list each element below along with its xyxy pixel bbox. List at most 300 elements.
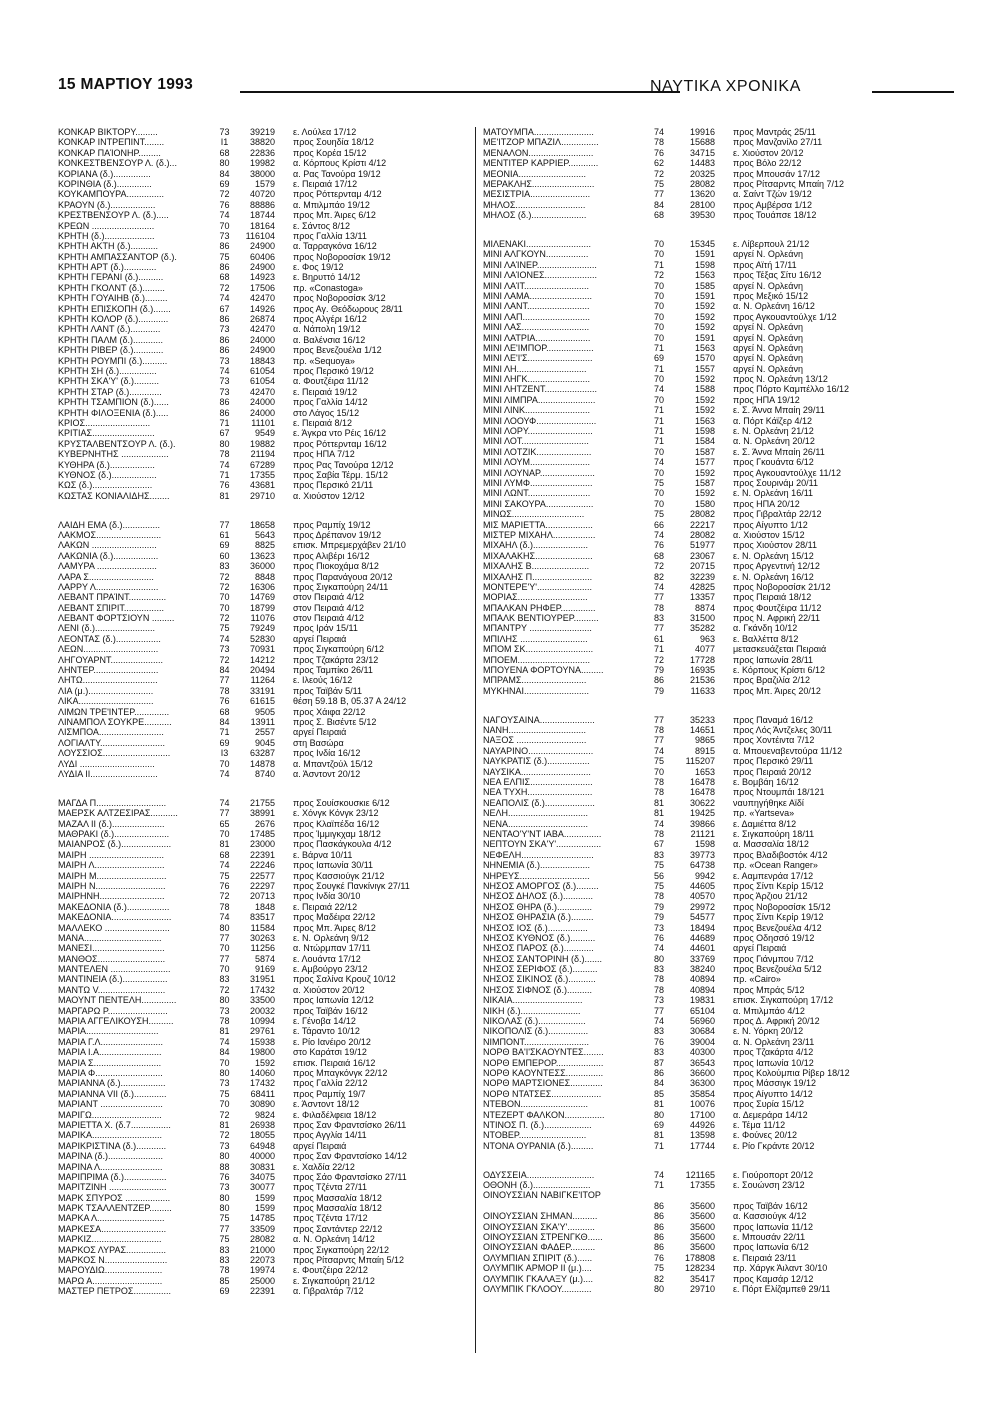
ship-name: ΜΑΡΙΕΤΤΑ Χ. (δ.7................ bbox=[58, 1119, 171, 1130]
position-note: προς Βενεζουέλα 1/12 bbox=[293, 345, 382, 356]
position-note: προς Μπ. Άιρες 6/12 bbox=[293, 210, 376, 221]
position-note: προς Ιαπωνία 12/12 bbox=[293, 995, 374, 1006]
tonnage: 16478 bbox=[689, 787, 715, 798]
position-note: προς Ρόττερνταμ 16/12 bbox=[293, 438, 387, 449]
position-note: ε. Γένοβα 14/12 bbox=[293, 1016, 356, 1027]
tonnage: 8825 bbox=[254, 540, 275, 551]
ship-name: ΛΕΩΝ.............................. bbox=[58, 644, 159, 655]
ship-row bbox=[483, 850, 913, 860]
position-note: α. Μπιλμπάο 4/12 bbox=[733, 1005, 805, 1016]
ship-name: ΝΑΓΟΥΣΑΙΝΑ...................... bbox=[483, 714, 595, 725]
ship-name: ΜΑΝΤΩ V........................... bbox=[58, 984, 166, 995]
ship-name: ΚΡΗΤΗ ΛΑΝΤ (δ.)............ bbox=[58, 324, 161, 335]
tonnage: 22217 bbox=[689, 519, 715, 530]
ship-row bbox=[58, 345, 473, 355]
ship-name: ΜΕ'ΙΤΖΟΡ ΜΠΑΖΙΛ............... bbox=[483, 137, 599, 148]
column-divider bbox=[475, 127, 476, 1353]
tonnage: 38991 bbox=[249, 808, 275, 819]
ship-name: ΛΑΚΩΝΙΑ (δ.).................. bbox=[58, 550, 159, 561]
position-note: αργεί Ν. Ορλεάνη bbox=[733, 249, 804, 260]
ship-name: ΜΑΙΑΝΡΟΣ (δ.).................... bbox=[58, 839, 172, 850]
ship-row bbox=[483, 1232, 913, 1242]
tonnage: 24900 bbox=[249, 262, 275, 273]
ship-name: ΜΙΝΙ ΛΑΠ........................... bbox=[483, 311, 591, 322]
position-note: προς Ταϊβάν 5/11 bbox=[293, 685, 362, 696]
ship-row bbox=[483, 488, 913, 498]
ship-name: ΟΛΥΜΠΙΚ ΓΚΑΛΑΞΥ (μ.).... bbox=[483, 1273, 594, 1284]
ship-name: ΜΙΝΙ ΛΟΤ........................... bbox=[483, 436, 589, 447]
tonnage: 24000 bbox=[249, 407, 275, 418]
ship-row bbox=[58, 540, 473, 550]
tonnage: 22246 bbox=[249, 860, 275, 871]
tonnage: 51977 bbox=[689, 540, 715, 551]
ship-row bbox=[58, 839, 473, 849]
ship-name: ΜΑΝΘΟΣ........................... bbox=[58, 953, 166, 964]
tonnage: 35854 bbox=[689, 1088, 715, 1099]
build-year: 75 bbox=[653, 509, 664, 520]
build-year: 71 bbox=[653, 426, 664, 437]
position-note: προς Μαδέιρα 22/12 bbox=[293, 912, 376, 923]
tonnage: 29761 bbox=[249, 1026, 275, 1037]
ship-row bbox=[58, 200, 473, 210]
build-year: 77 bbox=[653, 1005, 664, 1016]
tonnage: 24900 bbox=[249, 241, 275, 252]
ship-name: ΜΑΙΡΗ Ν............................ bbox=[58, 880, 166, 891]
ship-name: ΜΙΝΙ ΛΙΝΚ.......................... bbox=[483, 405, 591, 416]
tonnage: 19974 bbox=[249, 1265, 275, 1276]
tonnage: 35282 bbox=[689, 623, 715, 634]
tonnage: 14651 bbox=[689, 725, 715, 736]
ship-row bbox=[483, 1099, 913, 1109]
build-year: 87 bbox=[653, 1057, 664, 1068]
ship-name: ΚΟΝΚΑΡ ΠΑΊΟΝΗΡ......... bbox=[58, 147, 161, 158]
ship-name: ΝΙΚΗ (δ.)........................ bbox=[483, 1005, 581, 1016]
ship-row bbox=[483, 891, 913, 901]
tonnage: 32239 bbox=[689, 571, 715, 582]
position-note: προς Σαν Φραντσίσκο 26/11 bbox=[293, 1119, 407, 1130]
build-year: 71 bbox=[219, 469, 230, 480]
build-year: 76 bbox=[219, 880, 230, 891]
ship-row bbox=[58, 819, 473, 829]
position-note: προς Αμβέρσα 1/12 bbox=[733, 199, 812, 210]
ship-group bbox=[483, 127, 913, 221]
position-note: προς Συρία 15/12 bbox=[733, 1099, 805, 1110]
ship-row bbox=[483, 520, 913, 530]
ship-name: ΜΠΙΛΗΣ ........................... bbox=[483, 633, 588, 644]
tonnage: 13620 bbox=[689, 189, 715, 200]
tonnage: 16306 bbox=[249, 581, 275, 592]
ship-name: ΛΗΝΤΕΡ.......................... bbox=[58, 665, 159, 676]
ship-row bbox=[58, 860, 473, 870]
position-note: προς Άρζιου 21/12 bbox=[733, 891, 808, 902]
ship-name: ΜΥΚΗΝΑΙ.......................... bbox=[483, 685, 590, 696]
build-year: 86 bbox=[219, 334, 230, 345]
position-note: προς Μάσσιγκ 19/12 bbox=[733, 1078, 817, 1089]
position-note: προς Μπαγκόνγκ 22/12 bbox=[293, 1067, 388, 1078]
tonnage: 24000 bbox=[249, 397, 275, 408]
build-year: 73 bbox=[219, 1182, 230, 1193]
position-note: ε. Άγκρα ντο Ρέις 16/12 bbox=[293, 428, 386, 439]
position-note: προς Ιαπωνία 10/12 bbox=[733, 1057, 814, 1068]
position-note: προς Αίγυπτο 14/12 bbox=[733, 1088, 813, 1099]
ship-name: ΝΗΣΟΣ ΙΟΣ (δ.)................ bbox=[483, 922, 588, 933]
tonnage: 19425 bbox=[689, 808, 715, 819]
position-note: προς Αϊτή 17/11 bbox=[733, 259, 797, 270]
position-note: προς Γαλλία 13/11 bbox=[293, 230, 367, 241]
build-year: 70 bbox=[219, 602, 230, 613]
ship-row bbox=[58, 1068, 473, 1078]
build-year: 77 bbox=[653, 735, 664, 746]
ship-row bbox=[483, 333, 913, 343]
build-year: 70 bbox=[219, 220, 230, 231]
ship-row bbox=[483, 808, 913, 818]
tonnage: 36543 bbox=[689, 1057, 715, 1068]
ship-name: ΚΡΗΤΗ ΡΙΒΕΡ (δ.)............ bbox=[58, 345, 164, 356]
build-year: 66 bbox=[653, 519, 664, 530]
ship-row bbox=[58, 995, 473, 1005]
ship-name: ΜΙΝΙ ΑΛΓΚΟΥΝ................. bbox=[483, 249, 589, 260]
build-year: 75 bbox=[653, 880, 664, 891]
position-note: α. Μπιλμπάο 19/12 bbox=[293, 199, 370, 210]
position-note: α. Γιβραλτάρ 7/12 bbox=[293, 1286, 364, 1297]
tonnage: 17485 bbox=[249, 829, 275, 839]
ship-row bbox=[58, 891, 473, 901]
tonnage: 17355 bbox=[249, 469, 275, 480]
position-note: ε. Λούλεα 17/12 bbox=[293, 127, 357, 137]
ship-row bbox=[483, 787, 913, 797]
build-year: 80 bbox=[653, 1283, 664, 1294]
tonnage: 22391 bbox=[249, 1286, 275, 1297]
ship-name: ΝΗΣΟΣ ΠΑΡΟΣ (δ.)............ bbox=[483, 943, 594, 954]
left-column bbox=[58, 127, 473, 1297]
tonnage: 14923 bbox=[249, 272, 275, 283]
tonnage: 21755 bbox=[249, 797, 275, 808]
ship-row bbox=[483, 169, 913, 179]
tonnage: 35600 bbox=[689, 1211, 715, 1222]
tonnage: 24900 bbox=[249, 345, 275, 356]
build-year: 70 bbox=[653, 467, 664, 478]
tonnage: 26874 bbox=[249, 314, 275, 325]
ship-row bbox=[483, 509, 913, 519]
ship-name: ΝΟΡΘ ΕΜΠΕΡΟΡ................... bbox=[483, 1057, 604, 1068]
position-note: προς Τζέντα 17/12 bbox=[293, 1213, 368, 1224]
ship-name: ΚΟΝΚΑΡ ΒΙΚΤΟΡΥ......... bbox=[58, 127, 158, 137]
tonnage: 11584 bbox=[250, 922, 275, 933]
ship-row bbox=[483, 179, 913, 189]
ship-row bbox=[58, 1089, 473, 1099]
tonnage: 22297 bbox=[249, 880, 275, 891]
tonnage: 29710 bbox=[249, 490, 275, 501]
position-note: αργεί Πειραιά bbox=[293, 633, 347, 644]
ship-name: ΚΡΗΤΗ ΑΚΤΗ (δ.)........... bbox=[58, 241, 159, 252]
position-note: αργεί Πειραιά bbox=[733, 943, 787, 954]
ship-row bbox=[58, 356, 473, 366]
tonnage: 42825 bbox=[689, 581, 715, 592]
ship-name: ΜΑΡΟΥΔΙΩ....................... bbox=[58, 1265, 163, 1276]
ship-row bbox=[58, 943, 473, 953]
tonnage: 13911 bbox=[250, 716, 275, 727]
ship-row bbox=[483, 384, 913, 394]
ship-row bbox=[58, 798, 473, 808]
position-note: προς Σουρινάμ 20/11 bbox=[733, 478, 819, 488]
build-year: 75 bbox=[219, 1234, 230, 1245]
position-note: προς Τζακάρτα 23/12 bbox=[293, 654, 379, 665]
build-year: 83 bbox=[653, 849, 664, 860]
ship-name: ΜΑΡΙΑΝΝΑ (δ.).................. bbox=[58, 1078, 166, 1089]
position-note: προς Ιαπωνία 30/11 bbox=[293, 860, 374, 871]
ship-row bbox=[483, 798, 913, 808]
position-note: ε. Βάρνα 10/11 bbox=[293, 849, 353, 860]
ship-name: ΜΑΖΑΛ ΙΙ (δ.)..................... bbox=[58, 818, 165, 829]
tonnage: 36600 bbox=[689, 1067, 715, 1078]
ship-name: ΚΡΙΟΣ.......................... bbox=[58, 417, 151, 428]
ship-name: ΝΗΣΟΣ ΚΥΘΝΟΣ (δ.).......... bbox=[483, 932, 596, 943]
build-year: Ι3 bbox=[220, 748, 229, 759]
ship-row bbox=[483, 1141, 913, 1151]
ship-row bbox=[483, 1263, 913, 1273]
position-note: ε. Πειραιά 8/12 bbox=[293, 417, 353, 428]
ship-name: ΜΑΟΥΝΤ ΠΕΝΤΕΛΗ.............. bbox=[58, 995, 177, 1006]
build-year: 83 bbox=[653, 613, 664, 624]
position-note: επισκ. Πειραιά 16/12 bbox=[293, 1057, 376, 1068]
build-year: 75 bbox=[653, 756, 664, 767]
position-note: προς Ιαπωνία 28/11 bbox=[733, 654, 814, 665]
position-note: πρ. «Ocean Ranger» bbox=[733, 860, 818, 871]
build-year: 81 bbox=[219, 1119, 230, 1130]
tonnage: 30622 bbox=[689, 797, 715, 808]
ship-name: ΜΙΝΙ ΛΗ............................ bbox=[483, 363, 587, 374]
ship-name: ΟΔΥΣΣΕΙΑ........................... bbox=[483, 1169, 595, 1180]
ship-name: ΜΟΝΤΕΡΕ'Υ'...................... bbox=[483, 581, 592, 592]
position-note: προς Πειραιά 18/12 bbox=[733, 592, 812, 603]
tonnage: 1585 bbox=[694, 280, 715, 291]
ship-row bbox=[483, 530, 913, 540]
tonnage: 17432 bbox=[249, 984, 275, 995]
ship-row bbox=[58, 491, 473, 501]
ship-name: ΚΡΗΤΗ ΑΡΤ (δ.)............. bbox=[58, 262, 157, 273]
tonnage: 40570 bbox=[689, 891, 715, 902]
position-note: προς Ταμπίκο 26/11 bbox=[293, 665, 373, 676]
ship-name: ΚΡΗΤΗ ΦΙΛΟΞΕΝΙΑ (δ.)..... bbox=[58, 407, 169, 418]
ship-name: ΚΡΗΤΗ ΤΣΑΜΠΙΟΝ (δ.)...... bbox=[58, 397, 169, 408]
ship-name: ΝΤΕΒΟΝ........................... bbox=[483, 1099, 589, 1110]
ship-name: ΛΙΑ (μ.).......................... bbox=[58, 685, 154, 696]
position-note: προς Νοβοροσίσκ 19/12 bbox=[293, 251, 391, 262]
ship-name: ΚΟΡΙΝΘΙΑ (δ.).............. bbox=[58, 178, 152, 189]
build-year: 77 bbox=[219, 519, 230, 530]
ship-name: ΚΡΗΤΗ ΣΚΑ'Υ' (δ.).......... bbox=[58, 376, 160, 387]
tonnage: 1599 bbox=[254, 1192, 275, 1203]
ship-name: ΜΙΝΙ ΛΑΤΡΙΑ...................... bbox=[483, 332, 591, 343]
build-year: 73 bbox=[219, 230, 230, 241]
build-year: 81 bbox=[653, 1130, 664, 1141]
tonnage: 11101 bbox=[251, 417, 275, 428]
position-note: ε. Λουάντα 17/12 bbox=[293, 953, 361, 964]
build-year: 84 bbox=[219, 665, 230, 676]
build-year: 77 bbox=[219, 1223, 230, 1234]
position-note: προς Ν. Αφρική 22/11 bbox=[733, 613, 820, 624]
ship-row bbox=[58, 1172, 473, 1182]
build-year: 71 bbox=[653, 436, 664, 447]
ship-row bbox=[483, 746, 913, 756]
tonnage: 13598 bbox=[689, 1130, 715, 1141]
ship-name: ΜΑΡΙΑ Φ........................... bbox=[58, 1067, 163, 1078]
build-year: 80 bbox=[219, 158, 230, 169]
ship-name: ΜΙΝΙ ΛΟΤΖΙΚ...................... bbox=[483, 446, 592, 457]
ship-name: ΜΙΧΑΛΑΚΗΣ....................... bbox=[483, 550, 593, 561]
position-note: α. Χιούστον 20/12 bbox=[293, 984, 365, 995]
tonnage: 28100 bbox=[689, 199, 715, 210]
ship-row bbox=[483, 1110, 913, 1120]
build-year: 61 bbox=[219, 529, 230, 540]
tonnage: 30684 bbox=[689, 1026, 715, 1037]
position-note: προς Πειραιά 20/12 bbox=[733, 766, 812, 777]
position-note: α. Ντώρμπαν 17/11 bbox=[293, 943, 371, 954]
ship-row bbox=[483, 572, 913, 582]
ship-name: ΛΕΒΑΝΤ ΠΡΑΊΝΤ............... bbox=[58, 592, 167, 603]
ship-row bbox=[483, 499, 913, 509]
build-year: 75 bbox=[653, 478, 664, 488]
ship-name: ΜΙΝΙ ΛΩΝΤ......................... bbox=[483, 488, 591, 499]
position-note: ε. Άσντοντ 18/12 bbox=[293, 1099, 360, 1110]
build-year: 74 bbox=[219, 210, 230, 221]
position-note: προς Κασσιούγκ 21/12 bbox=[293, 870, 385, 881]
build-year: 78 bbox=[653, 602, 664, 613]
ship-row bbox=[483, 260, 913, 270]
ship-name: ΜΑΚΕΔΟΝΙΑ (δ.)................. bbox=[58, 901, 170, 912]
ship-row bbox=[58, 707, 473, 717]
tonnage: 14926 bbox=[249, 303, 275, 314]
build-year: 74 bbox=[219, 459, 230, 470]
tonnage: 1591 bbox=[694, 290, 715, 301]
position-note: προς Ρόττερνταμ 4/12 bbox=[293, 189, 382, 200]
build-year: 72 bbox=[219, 1130, 230, 1141]
tonnage: 1848 bbox=[254, 901, 275, 912]
build-year: 70 bbox=[219, 943, 230, 954]
ship-name: ΛΑΜΥΡΑ ........................ bbox=[58, 561, 157, 572]
build-year: 78 bbox=[219, 1265, 230, 1276]
tonnage: 67289 bbox=[249, 459, 275, 470]
position-note: προς Ν. Ορλεάνη 13/12 bbox=[733, 374, 828, 385]
build-year: 86 bbox=[653, 675, 664, 686]
ship-row bbox=[483, 1068, 913, 1078]
ship-name: ΟΙΝΟΥΣΣΙΑΝ ΣΚΑ'Υ'........... bbox=[483, 1221, 595, 1232]
build-year: 70 bbox=[653, 498, 664, 509]
position-note: ε. Ρίο Ιανέιρο 20/12 bbox=[293, 1036, 371, 1047]
position-note: ε. Ααμπενράα 17/12 bbox=[733, 870, 814, 881]
tonnage: 29972 bbox=[689, 901, 715, 912]
ship-name: ΜΙΝΙ ΛΗΤΖΕΝΤ..................... bbox=[483, 384, 598, 395]
position-note: προς Δρέπανον 19/12 bbox=[293, 529, 382, 540]
ship-name: ΜΙΣ ΜΑΡΙΕΤΤΑ................... bbox=[483, 519, 593, 530]
ship-row bbox=[58, 727, 473, 737]
position-note: προς Σαβία Τέρμ. 15/12 bbox=[293, 469, 389, 480]
tonnage: 1587 bbox=[694, 478, 715, 488]
position-note: ε. Σιγκαπούρη 21/12 bbox=[293, 1275, 375, 1286]
build-year: 72 bbox=[653, 654, 664, 665]
position-note: ε. Βαλλέττα 8/12 bbox=[733, 633, 799, 644]
ship-row bbox=[483, 457, 913, 467]
build-year: 83 bbox=[219, 974, 230, 985]
ship-name: ΝΙΚΟΠΟΛΙΣ (δ.)................ bbox=[483, 1026, 589, 1037]
build-year: 74 bbox=[219, 633, 230, 644]
page-header bbox=[58, 76, 958, 106]
position-note: προς Φουτζέιρα 11/12 bbox=[733, 602, 822, 613]
ship-row bbox=[58, 1016, 473, 1026]
build-year: 70 bbox=[653, 239, 664, 250]
ship-row bbox=[483, 715, 913, 725]
build-year: 74 bbox=[219, 293, 230, 304]
position-note: προς Αγγλία 14/11 bbox=[293, 1130, 367, 1141]
tonnage: 88886 bbox=[249, 199, 275, 210]
ship-row bbox=[58, 582, 473, 592]
tonnage: 1598 bbox=[694, 839, 715, 850]
tonnage: 1591 bbox=[694, 249, 715, 260]
ship-name: ΝΕΝΑ................................ bbox=[483, 818, 589, 829]
tonnage: 1592 bbox=[694, 374, 715, 385]
ship-row bbox=[58, 665, 473, 675]
build-year: 70 bbox=[219, 829, 230, 839]
build-year: 77 bbox=[653, 189, 664, 200]
ship-name: ΚΡΕΩΝ ......................... bbox=[58, 220, 155, 231]
position-note: προς Μασσαλία 18/12 bbox=[293, 1192, 382, 1203]
ship-row bbox=[483, 1274, 913, 1284]
position-note: στον Πειραιά 4/12 bbox=[293, 602, 365, 613]
build-year: 84 bbox=[653, 1078, 664, 1089]
tonnage: 70931 bbox=[249, 644, 275, 655]
ship-row bbox=[483, 623, 913, 633]
ship-row bbox=[58, 974, 473, 984]
ship-name: ΝΗΣΟΣ ΣΙΚΙΝΟΣ (δ.)........... bbox=[483, 974, 596, 985]
tonnage: 31951 bbox=[249, 974, 275, 985]
build-year: 71 bbox=[219, 727, 230, 738]
build-year: 77 bbox=[219, 953, 230, 964]
build-year: 73 bbox=[219, 127, 230, 137]
ship-row bbox=[483, 148, 913, 158]
ship-row bbox=[483, 1201, 913, 1211]
build-year: 69 bbox=[219, 737, 230, 748]
ship-row bbox=[483, 468, 913, 478]
ship-row bbox=[58, 1026, 473, 1036]
position-note: προς Χοντέιντα 7/12 bbox=[733, 735, 815, 746]
ship-name: ΝΑΥΑΡΙΝΟ.......................... bbox=[483, 745, 594, 756]
position-note: α. Νάπολη 19/12 bbox=[293, 324, 361, 335]
ship-row bbox=[58, 759, 473, 769]
ship-name: ΜΙΧΑΛΗΣ Π........................ bbox=[483, 571, 593, 582]
position-note: προς Τζακάρτα 4/12 bbox=[733, 1047, 814, 1058]
ship-group bbox=[483, 239, 913, 696]
build-year: 86 bbox=[653, 1221, 664, 1232]
build-year: 78 bbox=[653, 777, 664, 788]
build-year: 86 bbox=[219, 397, 230, 408]
tonnage: 17728 bbox=[689, 654, 715, 665]
build-year: 70 bbox=[219, 964, 230, 975]
build-year: 71 bbox=[653, 1140, 664, 1151]
ship-row bbox=[58, 1058, 473, 1068]
ship-row bbox=[58, 252, 473, 262]
ship-name: ΛΗΤΩ.............................. bbox=[58, 675, 158, 686]
build-year: 78 bbox=[219, 449, 230, 460]
build-year: 70 bbox=[653, 488, 664, 499]
tonnage: 1599 bbox=[254, 1203, 275, 1214]
ship-row bbox=[58, 1099, 473, 1109]
ship-row bbox=[58, 449, 473, 459]
position-note: προς Σαντάντερ 22/12 bbox=[293, 1223, 383, 1234]
build-year: 75 bbox=[219, 251, 230, 262]
build-year: 78 bbox=[653, 984, 664, 995]
ship-group bbox=[58, 127, 473, 501]
ship-name: ΝΤΕΖΕΡΤ ΦΑΛΚΟΝ................ bbox=[483, 1109, 605, 1120]
